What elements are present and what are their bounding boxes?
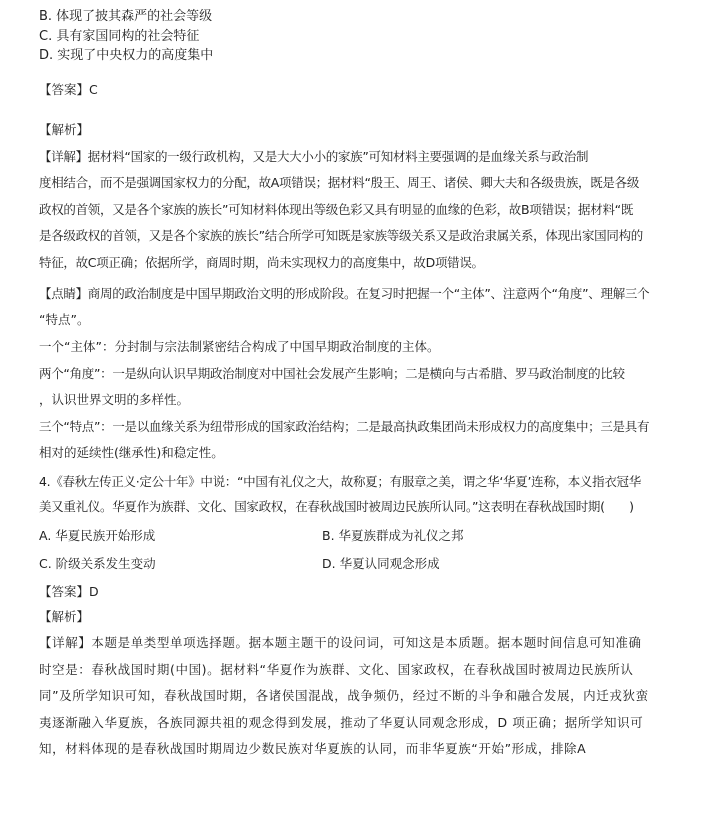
q3-tips-line: 一个“主体”：分封制与宗法制紧密结合构成了中国早期政治制度的主体。 [39, 339, 440, 354]
q3-detail-line: 政权的首领，又是各个家族的族长”可知材料体现出等级色彩又具有明显的血缘的色彩，故B项错误；据材料“既 [39, 202, 634, 217]
q3-detail-line: 是各级政权的首领，又是各个家族的族长”结合所学可知既是家族等级关系又是政治隶属关系，体现出家国同构的 [39, 228, 643, 243]
q4-detail-line: 同”及所学知识可知，春秋战国时期，各诸侯国混战，战争频仍，经过不断的斗争和融合发展，内迁戎狄蛮 [39, 688, 649, 703]
q3-tips-line: ，认识世界文明的多样性。 [39, 392, 190, 407]
q4-option-a: A. 华夏民族开始形成 [39, 528, 156, 543]
q3-tips-line: “特点”。 [39, 312, 90, 327]
q3-option-d: D. 实现了中央权力的高度集中 [39, 48, 214, 63]
q4-detail-line: 【详解】本题是单类型单项选择题。据本题主题干的设问词，可知这是本质题。据本题时间信息可知准确 [39, 635, 642, 650]
q4-answer: 【答案】D [39, 584, 99, 599]
q3-answer: 【答案】C [39, 82, 98, 97]
q4-stem-line: 4.《春秋左传正义·定公十年》中说：“中国有礼仪之大，故称夏；有服章之美，谓之华‘华夏’连称，本义指衣冠华 [39, 474, 641, 489]
q4-option-b: B. 华夏族群成为礼仪之邦 [322, 528, 464, 543]
q4-option-c: C. 阶级关系发生变动 [39, 556, 156, 571]
q3-option-b: B. 体现了披其森严的社会等级 [39, 9, 213, 24]
q4-detail-line: 时空是：春秋战国时期(中国)。据材料“华夏作为族群、文化、国家政权，在春秋战国时被周边民族所认 [39, 662, 634, 677]
q3-tips-line: 两个“角度”：一是纵向认识早期政治制度对中国社会发展产生影响；二是横向与古希腊、罗马政治制度的比较 [39, 366, 625, 381]
q3-detail-line: 【详解】据材料“国家的一级行政机构，又是大大小小的家族”可知材料主要强调的是血缘关系与政治制 [39, 149, 589, 164]
q3-analysis-title: 【解析】 [39, 122, 90, 137]
q3-tips-line: 相对的延续性(继承性)和稳定性。 [39, 445, 224, 460]
q3-tips-line: 【点睛】商周的政治制度是中国早期政治文明的形成阶段。在复习时把握一个“主体”、注意两个“角度”、理解三个 [39, 286, 650, 301]
q4-analysis-title: 【解析】 [39, 609, 90, 624]
q4-stem-line: 美又重礼仪。华夏作为族群、文化、国家政权，在春秋战国时被周边民族所认同。”这表明在春秋战国时期( ) [39, 499, 634, 514]
q3-tips-line: 三个“特点”：一是以血缘关系为纽带形成的国家政治结构；二是最高执政集团尚未形成权力的高度集中；三是具有 [39, 419, 650, 434]
q3-detail-line: 特征，故C项正确；依据所学，商周时期，尚未实现权力的高度集中，故D项错误。 [39, 255, 484, 270]
q4-detail-line: 知，材料体现的是春秋战国时期周边少数民族对华夏族的认同，而非华夏族“开始”形成，排除A [39, 741, 587, 756]
q3-option-c: C. 具有家国同构的社会特征 [39, 29, 200, 44]
q4-detail-line: 夷逐渐融入华夏族，各族同源共祖的观念得到发展，推动了华夏认同观念形成，D 项正确；据所学知识可 [39, 715, 644, 730]
q3-detail-line: 度相结合，而不是强调国家权力的分配，故A项错误；据材料“殷王、周王、诸侯、卿大夫和各级贵族，既是各级 [39, 175, 640, 190]
q4-option-d: D. 华夏认同观念形成 [322, 556, 440, 571]
